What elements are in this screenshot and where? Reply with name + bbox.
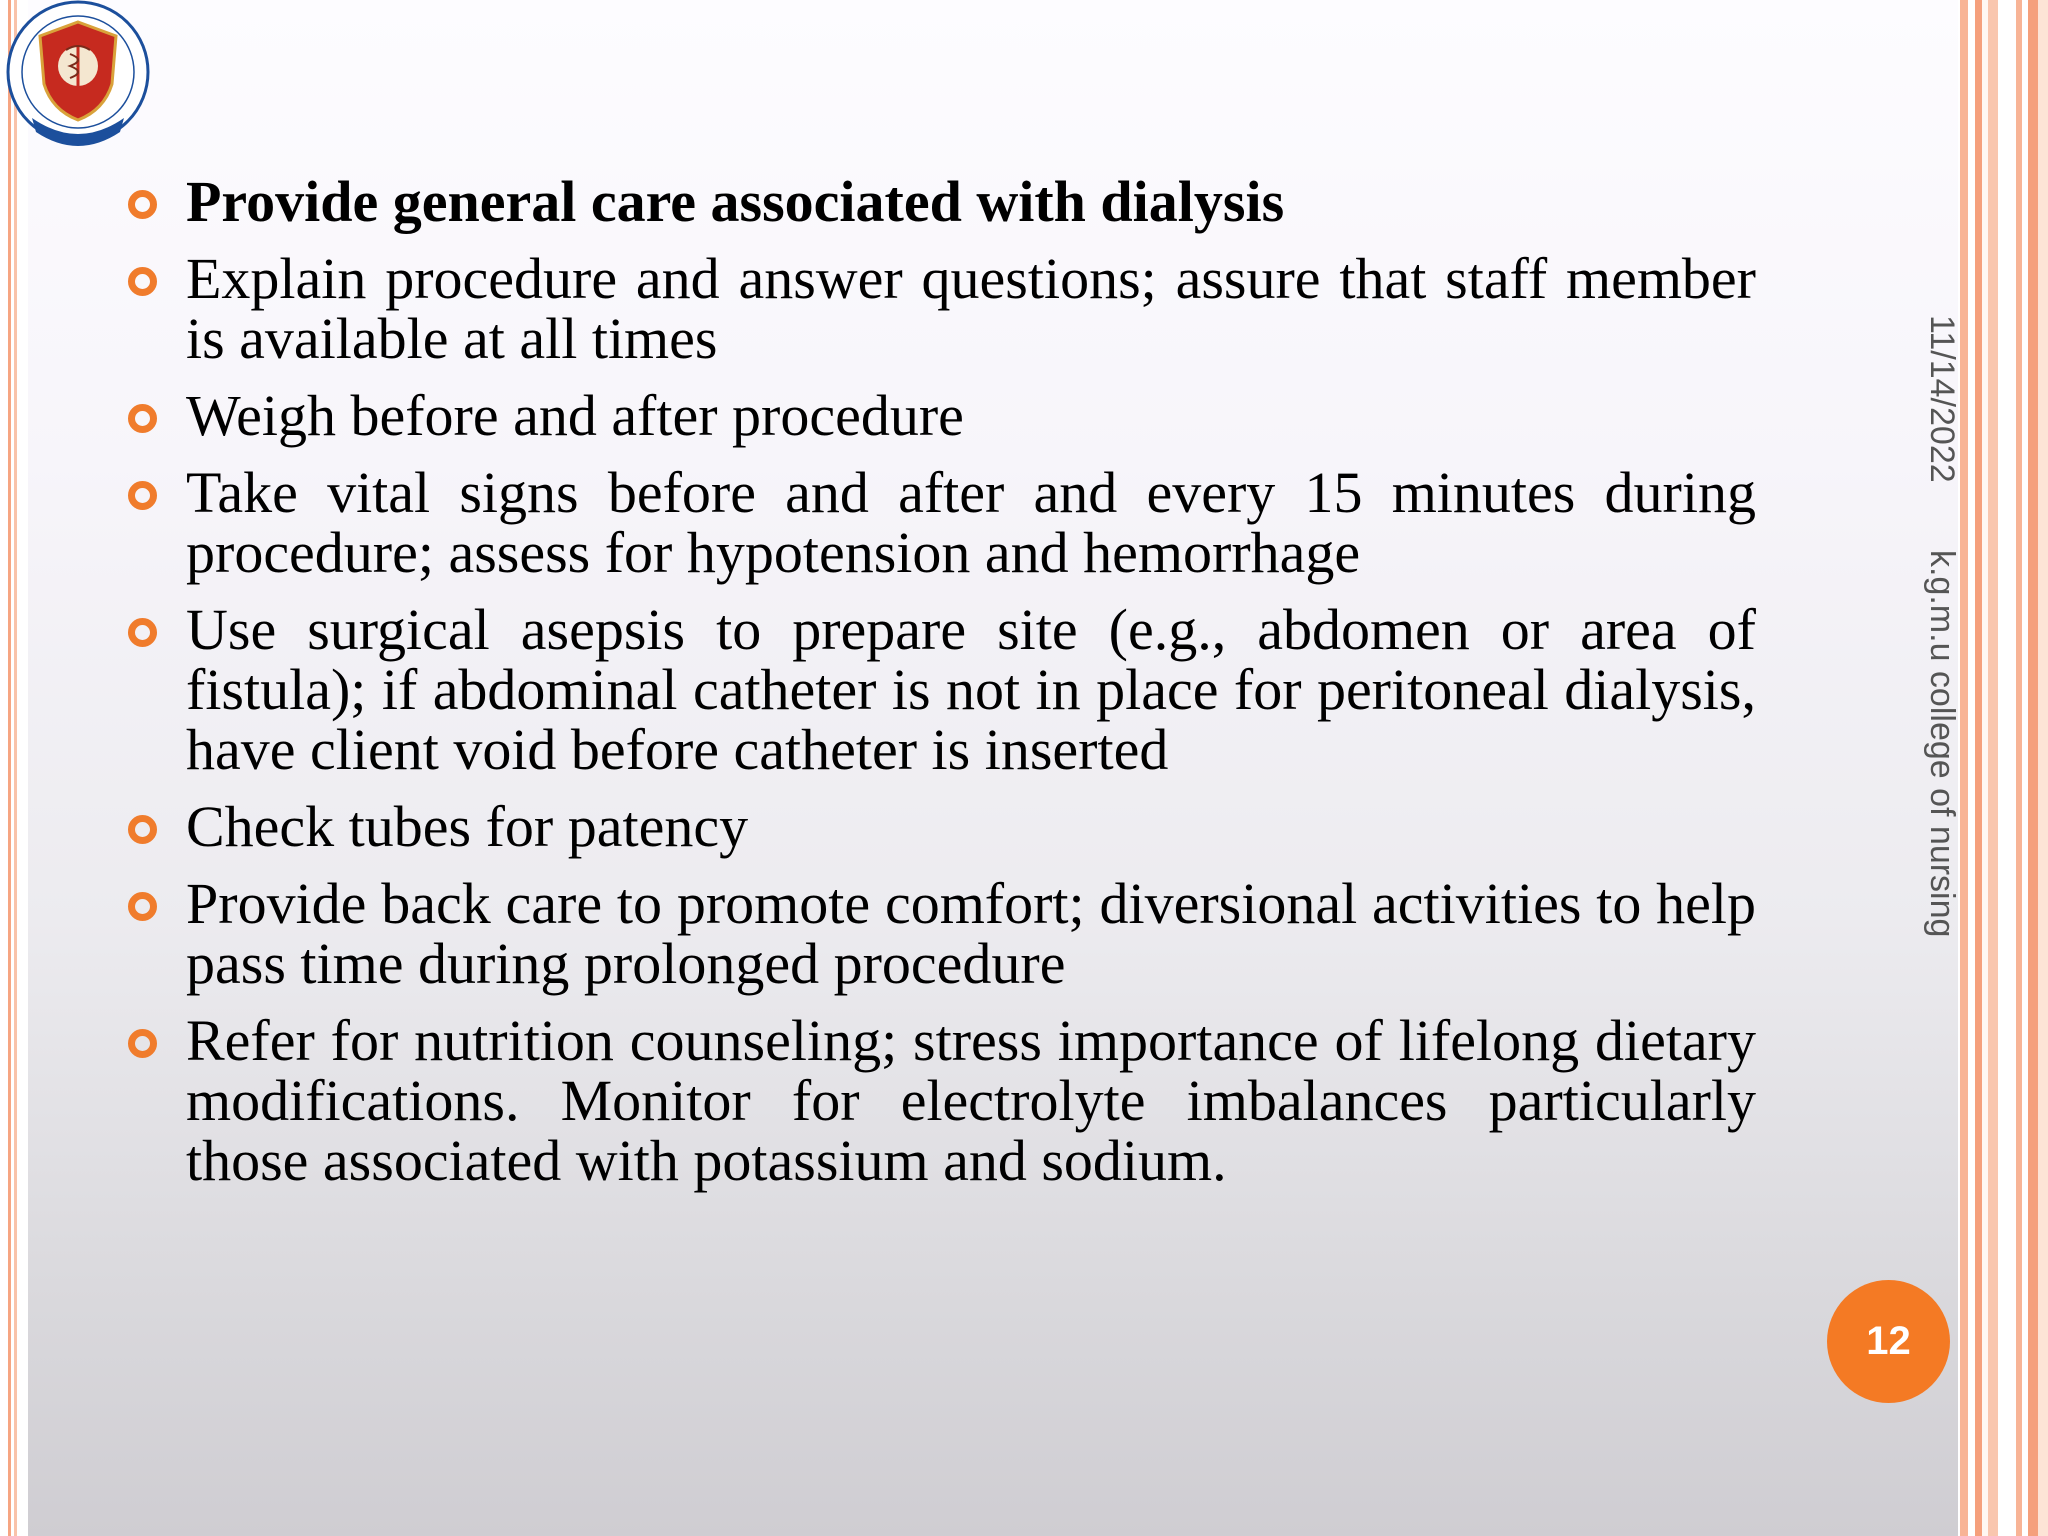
hollow-circle-bullet-icon bbox=[128, 1029, 157, 1058]
slide-footer-vertical bbox=[1922, 315, 1961, 937]
bullet-text: Explain procedure and answer questions; assure that staff member is available at all times bbox=[186, 246, 1756, 371]
slide-date: 11/14/2022 bbox=[1923, 315, 1961, 483]
hollow-circle-bullet-icon bbox=[128, 892, 157, 921]
hollow-circle-bullet-icon bbox=[128, 404, 157, 433]
left-decorative-border bbox=[0, 0, 28, 1536]
bullet-item bbox=[124, 1008, 1756, 1193]
bullet-text: Take vital signs before and after and every 15 minutes during procedure; assess for hypotension and hemorrhage bbox=[186, 460, 1756, 585]
bullet-item bbox=[124, 460, 1756, 585]
bullet-item bbox=[124, 169, 1756, 234]
bullet-text: Provide back care to promote comfort; diversional activities to help pass time during prolonged procedure bbox=[186, 871, 1756, 996]
bullet-item bbox=[124, 794, 1756, 859]
bullet-item bbox=[124, 871, 1756, 996]
page-number-badge bbox=[1827, 1280, 1950, 1403]
bullet-text: Provide general care associated with dialysis bbox=[186, 169, 1285, 234]
slide-content bbox=[124, 169, 1756, 1208]
institution-name: k.g.m.u college of nursing bbox=[1923, 549, 1961, 937]
right-decorative-stripes bbox=[1958, 0, 2048, 1536]
bullet-text: Check tubes for patency bbox=[186, 794, 749, 859]
hollow-circle-bullet-icon bbox=[128, 267, 157, 296]
bullet-text: Weigh before and after procedure bbox=[186, 383, 964, 448]
hollow-circle-bullet-icon bbox=[128, 190, 157, 219]
bullet-item bbox=[124, 597, 1756, 782]
hollow-circle-bullet-icon bbox=[128, 481, 157, 510]
bullet-text: Refer for nutrition counseling; stress importance of lifelong dietary modifications. Monitor for electrolyte imbalances particularly those associated with potassium and sodium. bbox=[186, 1008, 1756, 1193]
page-number: 12 bbox=[1866, 1319, 1911, 1363]
bullet-item bbox=[124, 246, 1756, 371]
bullet-text: Use surgical asepsis to prepare site (e.g., abdomen or area of fistula); if abdominal catheter is not in place for peritoneal dialysis, have client void before catheter is inserted bbox=[186, 597, 1756, 782]
hollow-circle-bullet-icon bbox=[128, 815, 157, 844]
hollow-circle-bullet-icon bbox=[128, 618, 157, 647]
bullet-item bbox=[124, 383, 1756, 448]
college-crest-logo bbox=[4, 0, 154, 160]
